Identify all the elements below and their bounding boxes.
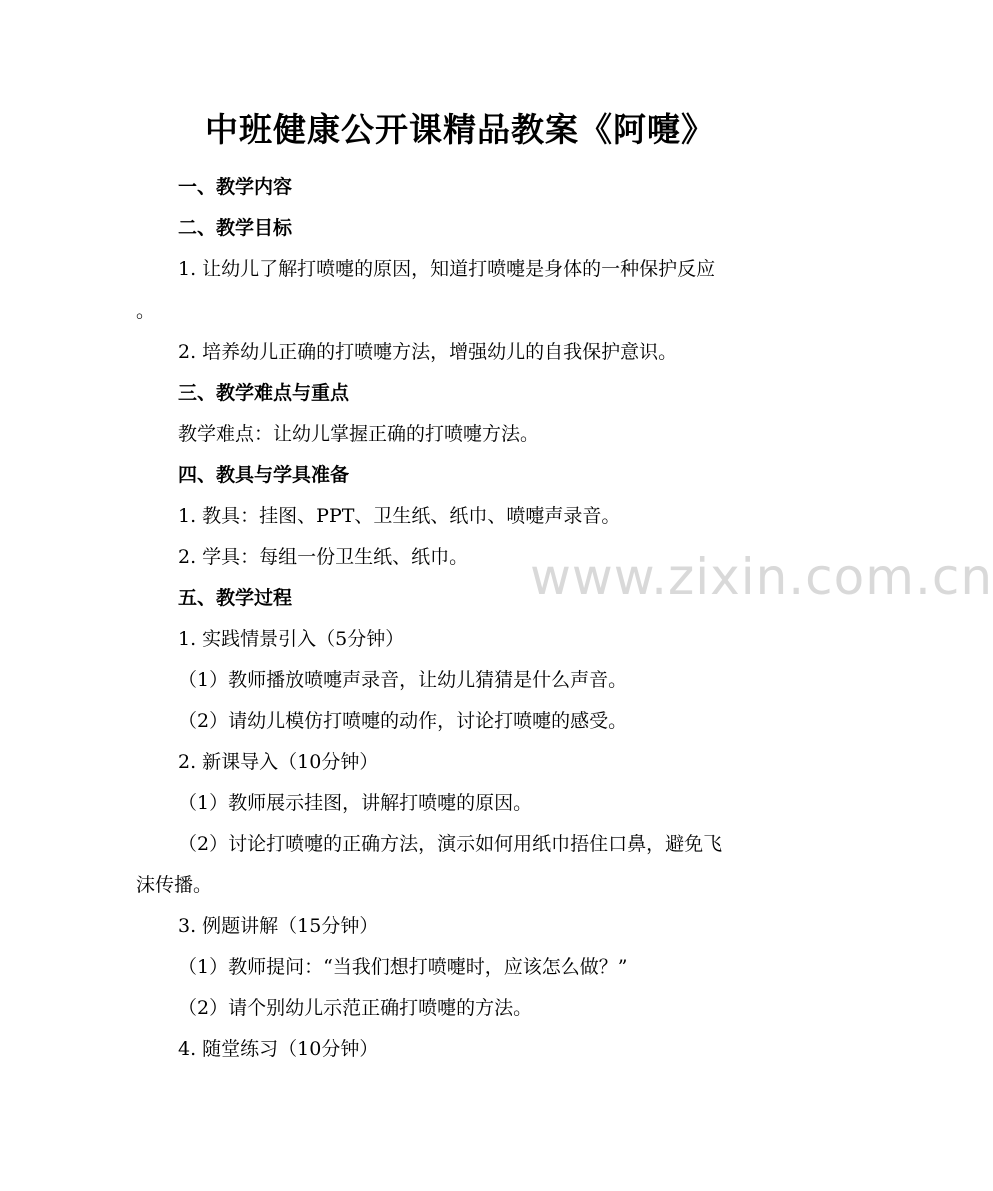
section-heading-objectives: 二、教学目标 xyxy=(178,217,293,239)
process-step-3: 3. 例题讲解（15分钟） xyxy=(178,915,379,937)
objective-1: 1. 让幼儿了解打喷嚏的原因，知道打喷嚏是身体的一种保护反应 xyxy=(178,258,716,280)
process-step-2-item-1: （1）教师展示挂图，讲解打喷嚏的原因。 xyxy=(178,792,533,814)
process-step-2-item-2: （2）讨论打喷嚏的正确方法，演示如何用纸巾捂住口鼻，避免飞 xyxy=(178,833,723,855)
process-step-2: 2. 新课导入（10分钟） xyxy=(178,751,379,773)
process-step-2-item-2-continued: 沫传播。 xyxy=(136,874,213,896)
objective-2: 2. 培养幼儿正确的打喷嚏方法，增强幼儿的自我保护意识。 xyxy=(178,341,678,363)
section-heading-materials: 四、教具与学具准备 xyxy=(178,464,350,486)
objective-1-continued: 。 xyxy=(136,300,156,322)
process-step-4: 4. 随堂练习（10分钟） xyxy=(178,1038,379,1060)
materials-teacher: 1. 教具：挂图、PPT、卫生纸、纸巾、喷嚏声录音。 xyxy=(178,505,621,527)
section-heading-process: 五、教学过程 xyxy=(178,587,293,609)
section-heading-difficulties: 三、教学难点与重点 xyxy=(178,382,350,404)
process-step-1-item-2: （2）请幼儿模仿打喷嚏的动作，讨论打喷嚏的感受。 xyxy=(178,710,628,732)
process-step-3-item-2: （2）请个别幼儿示范正确打喷嚏的方法。 xyxy=(178,997,533,1019)
watermark: www.zixin.com.cn xyxy=(530,548,993,606)
process-step-1: 1. 实践情景引入（5分钟） xyxy=(178,628,405,650)
difficulty-text: 教学难点：让幼儿掌握正确的打喷嚏方法。 xyxy=(178,423,540,445)
process-step-1-item-1: （1）教师播放喷嚏声录音，让幼儿猜猜是什么声音。 xyxy=(178,669,628,691)
materials-students: 2. 学具：每组一份卫生纸、纸巾。 xyxy=(178,546,469,568)
process-step-3-item-1: （1）教师提问：“当我们想打喷嚏时，应该怎么做？” xyxy=(178,956,628,978)
document-title: 中班健康公开课精品教案《阿嚏》 xyxy=(205,110,715,149)
section-heading-content: 一、教学内容 xyxy=(178,176,293,198)
